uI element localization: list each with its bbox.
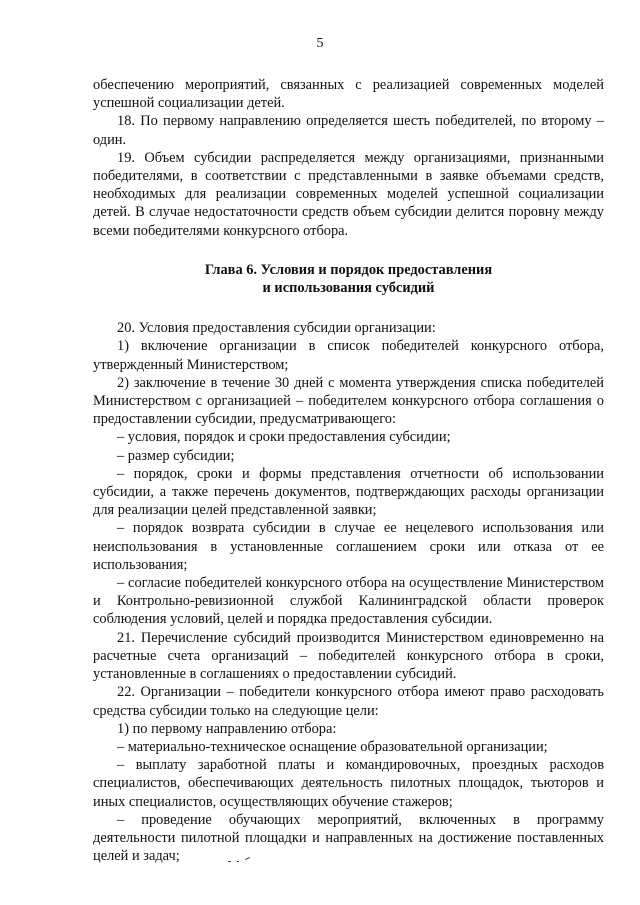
paragraph-20: 20. Условия предоставления субсидии организации: — [117, 320, 436, 337]
paragraph-18: 18. По первому направлению определяется шесть победителей, по второму – один. — [93, 113, 604, 148]
dash-item-reporting: – порядок, сроки и формы представления отчетности об использовании субсидии, а также перечень документов, подтверждающих расходы организации для реализации целей представленной заявки; — [93, 465, 604, 519]
paragraph-21: 21. Перечисление субсидий производится Министерством единовременно на расчетные счета организаций – победителей конкурсного отбора в сроки, установленные в соглашениях о предоставлении субсидий. — [93, 629, 604, 683]
dash-item-training-events: – проведение обучающих мероприятий, включенных в программу деятельности пилотной площадки и направленных на достижение поставленных целей и задач; — [93, 811, 604, 865]
chapter-heading-line-2: и использования субсидий — [262, 280, 435, 297]
paragraph-19: 19. Объем субсидии распределяется между организациями, признанными победителями, в соответствии с представленными в заявке объемами средств, необходимых для реализации современных моделей успешной социализации детей. В случае недостаточности средств объем субсидии делится поровну между всеми победителями конкурсного отбора. — [93, 149, 604, 239]
document-body — [93, 76, 604, 865]
list-item-direction-1: 1) по первому направлению отбора: — [117, 720, 337, 737]
dash-item-consent: – согласие победителей конкурсного отбора на осуществление Министерством и Контрольно-ревизионной службой Калининградской области проверок соблюдения условий, целей и порядка предоставления субсидии. — [93, 575, 604, 628]
dash-item-refund: – порядок возврата субсидии в случае ее нецелевого использования или неиспользования в установленные соглашением сроки или отказа от ее использования; — [93, 520, 604, 573]
dash-item-salaries: – выплату заработной платы и командировочных, проездных расходов специалистов, обеспечивающих деятельность пилотных площадок, тьюторов и иных специалистов, осуществляющих обучение стажеров; — [93, 757, 604, 810]
chapter-heading — [93, 261, 604, 297]
chapter-heading-line-1: Глава 6. Условия и порядок предоставления — [204, 261, 493, 278]
dash-item-amount: – размер субсидии; — [117, 447, 235, 464]
scan-mark — [228, 857, 252, 863]
list-item-1: 1) включение организации в список победителей конкурсного отбора, утвержденный Министерством; — [93, 338, 604, 373]
paragraph-continuation: обеспечению мероприятий, связанных с реализацией современных моделей успешной социализации детей. — [93, 77, 604, 112]
page-number: 5 — [316, 36, 324, 51]
dash-item-equipment: – материально-техническое оснащение образовательной организации; — [117, 738, 548, 755]
paragraph-22: 22. Организации – победители конкурсного отбора имеют право расходовать средства субсидии только на следующие цели: — [93, 684, 604, 719]
dash-item-conditions: – условия, порядок и сроки предоставления субсидии; — [117, 429, 451, 446]
list-item-2: 2) заключение в течение 30 дней с момента утверждения списка победителей Министерством с организацией – победителем конкурсного отбора соглашения о предоставлении субсидии, предусматривающего: — [93, 374, 604, 428]
